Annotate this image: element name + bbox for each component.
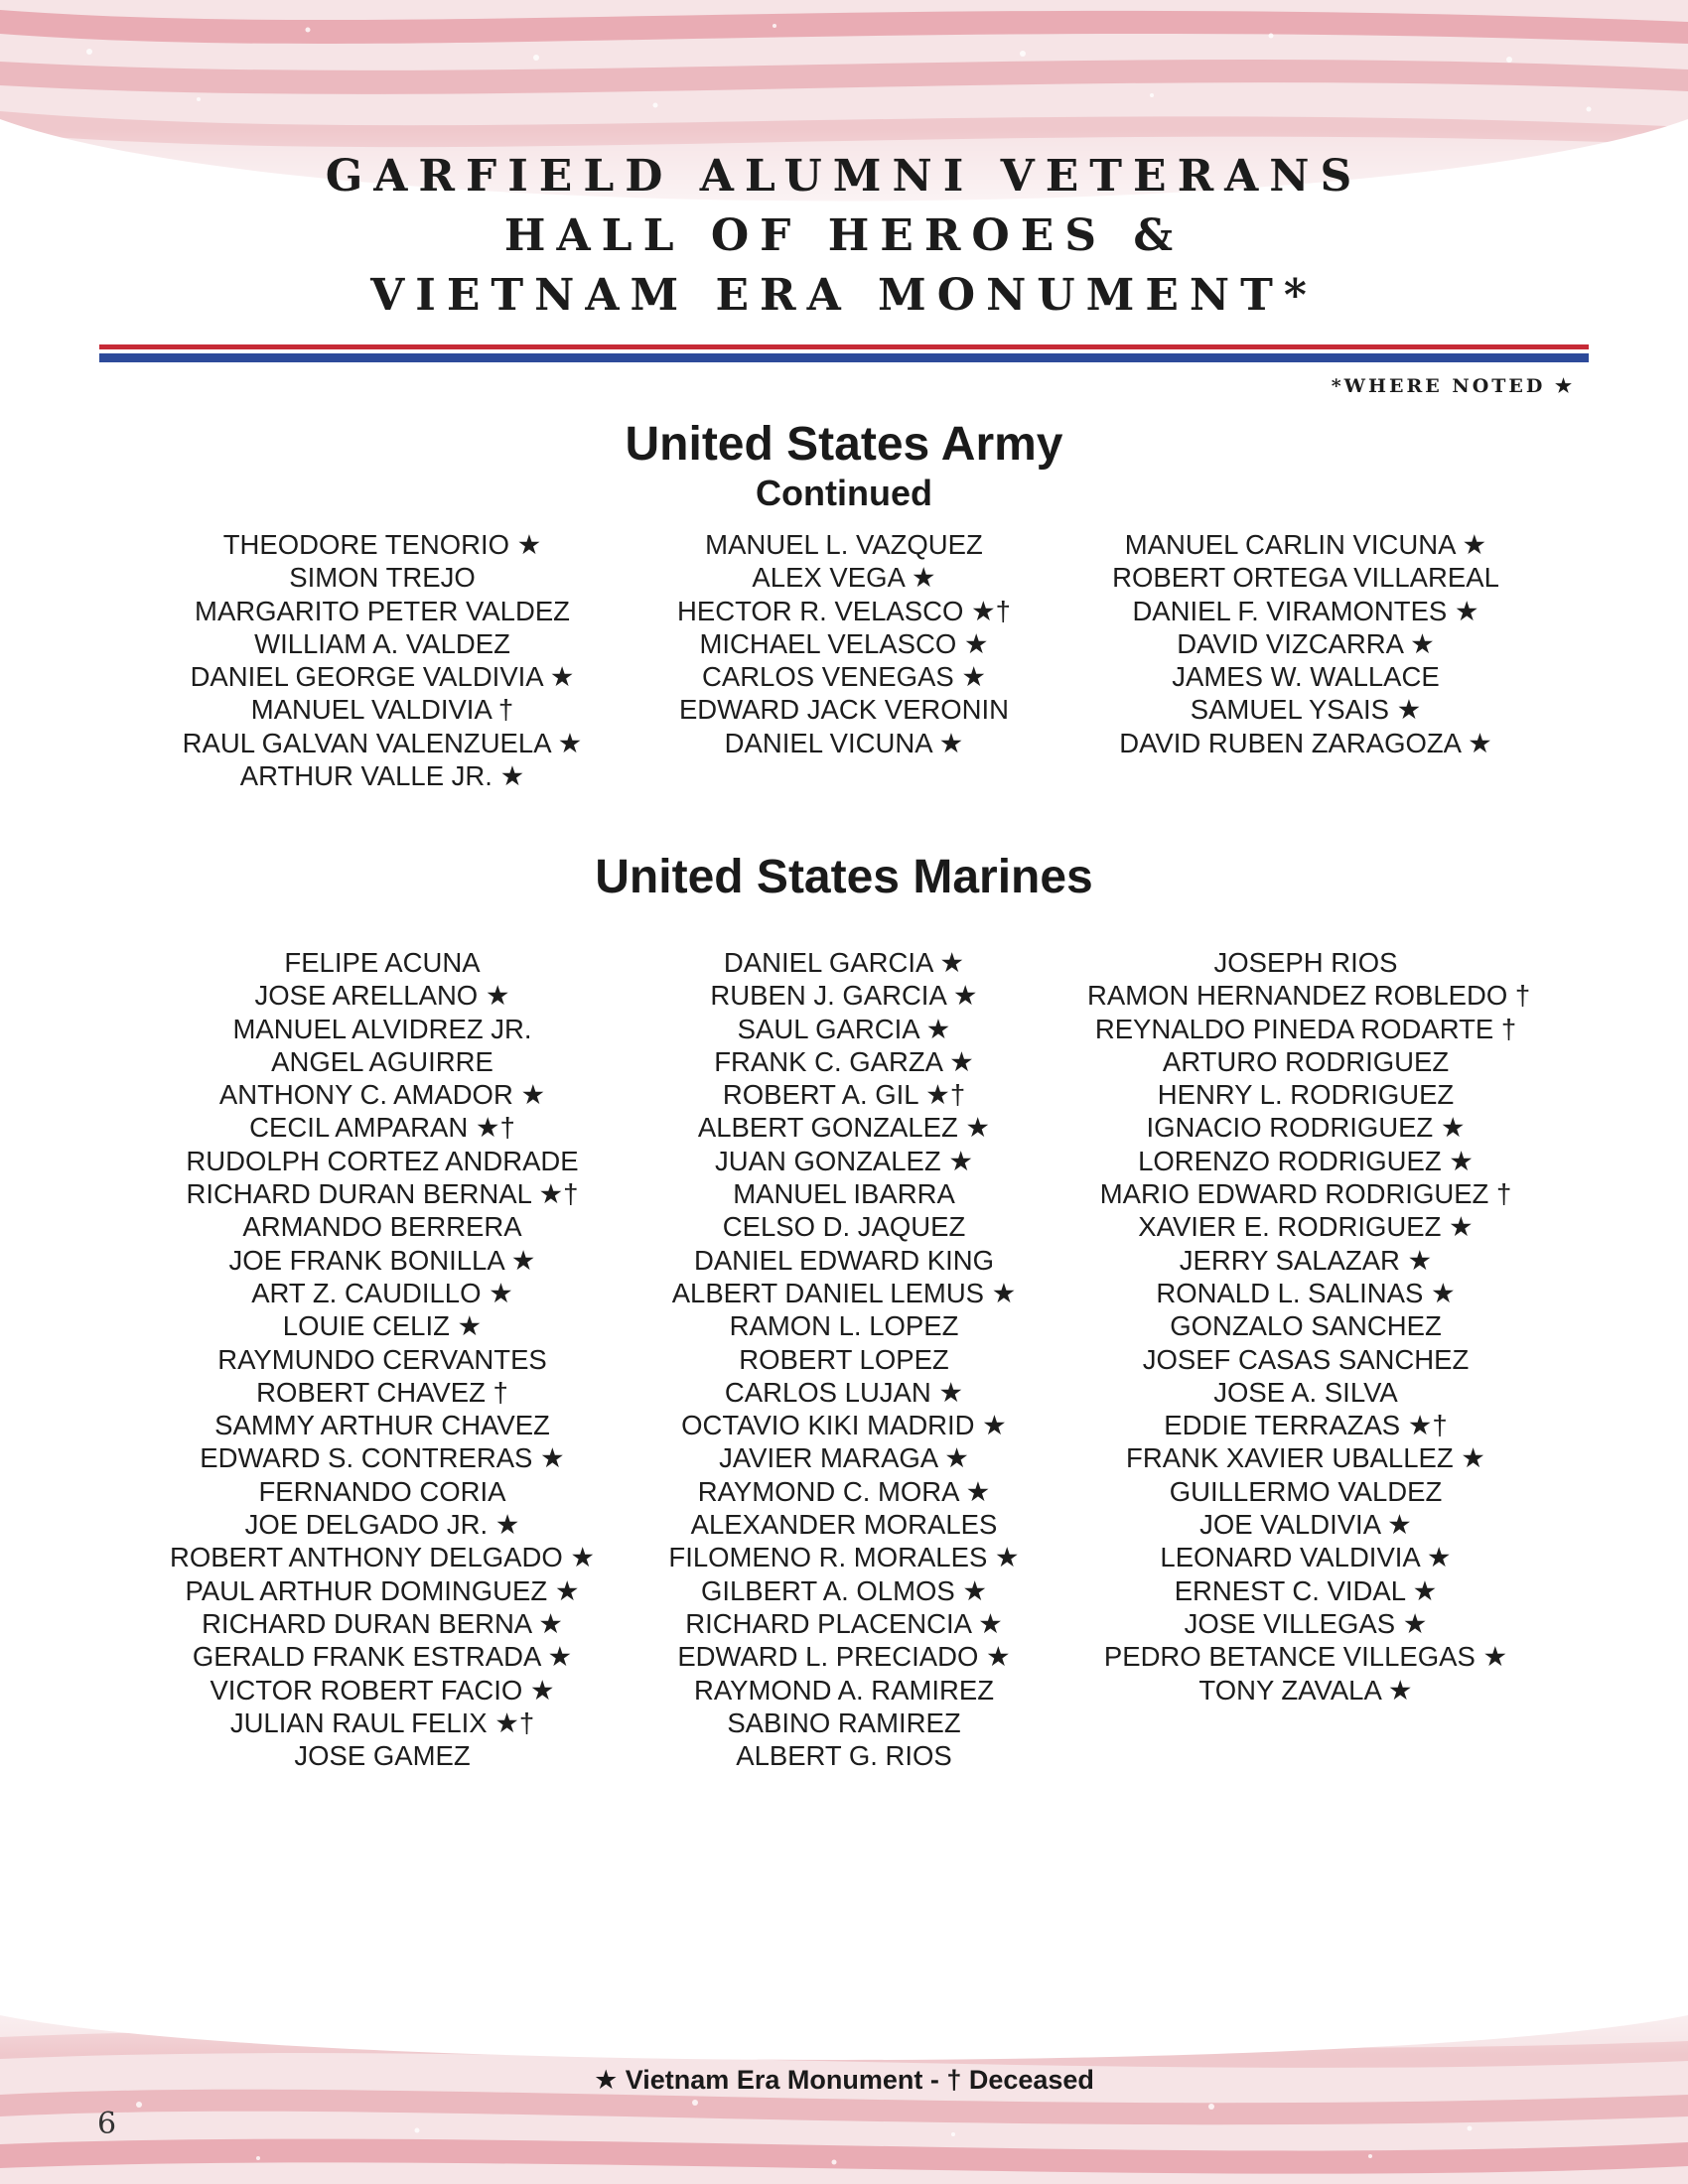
- honoree-name: WILLIAM A. VALDEZ: [254, 627, 510, 659]
- honoree-name: IGNACIO RODRIGUEZ ★: [1146, 1112, 1466, 1144]
- honoree-name: JOSE ARELLANO ★: [254, 980, 510, 1012]
- honoree-name: ARMANDO BERRERA: [242, 1211, 522, 1243]
- honoree-name: HECTOR R. VELASCO ★†: [677, 595, 1011, 626]
- honoree-name: ROBERT CHAVEZ †: [256, 1376, 508, 1408]
- honoree-name: DANIEL VICUNA ★: [724, 727, 964, 758]
- honoree-name: SIMON TREJO: [289, 562, 476, 594]
- honoree-name: RAUL GALVAN VALENZUELA ★: [182, 727, 583, 758]
- honoree-name: JOSE A. SILVA: [1213, 1376, 1398, 1408]
- honoree-name: SAMMY ARTHUR CHAVEZ: [214, 1410, 550, 1441]
- honoree-name: MANUEL IBARRA: [733, 1178, 955, 1210]
- honoree-name: ALBERT G. RIOS: [736, 1740, 952, 1772]
- honoree-name: ART Z. CAUDILLO ★: [251, 1277, 513, 1308]
- honoree-name: ALBERT DANIEL LEMUS ★: [671, 1277, 1017, 1308]
- honoree-name: FERNANDO CORIA: [258, 1475, 506, 1507]
- honoree-name: RUBEN J. GARCIA ★: [710, 980, 978, 1012]
- honoree-name: SAUL GARCIA ★: [737, 1013, 951, 1044]
- army-column-1: [164, 528, 601, 792]
- army-column-3: [1087, 528, 1524, 759]
- honoree-name: LORENZO RODRIGUEZ ★: [1138, 1145, 1474, 1176]
- honoree-name: MARGARITO PETER VALDEZ: [195, 595, 570, 626]
- honoree-name: RAYMOND A. RAMIREZ: [693, 1674, 995, 1706]
- honoree-name: DANIEL GEORGE VALDIVIA ★: [190, 661, 575, 693]
- honoree-name: THEODORE TENORIO ★: [222, 529, 542, 560]
- honoree-name: DANIEL EDWARD KING: [693, 1244, 995, 1276]
- honoree-name: JULIAN RAUL FELIX ★†: [229, 1706, 535, 1738]
- honoree-name: ALBERT GONZALEZ ★: [697, 1112, 991, 1144]
- honoree-name: EDDIE TERRAZAS ★†: [1164, 1410, 1448, 1441]
- honoree-name: TONY ZAVALA ★: [1198, 1674, 1413, 1706]
- honoree-name: ROBERT A. GIL ★†: [722, 1079, 966, 1111]
- honoree-name: JERRY SALAZAR ★: [1179, 1244, 1433, 1276]
- honoree-name: DANIEL GARCIA ★: [723, 947, 965, 978]
- honoree-name: EDWARD S. CONTRERAS ★: [200, 1442, 565, 1474]
- page-title: [0, 147, 1688, 326]
- honoree-name: ROBERT LOPEZ: [739, 1343, 949, 1375]
- honoree-name: VICTOR ROBERT FACIO ★: [210, 1674, 555, 1706]
- honoree-name: JUAN GONZALEZ ★: [715, 1145, 973, 1176]
- rule-blue-stripe: [99, 353, 1589, 362]
- honoree-name: RUDOLPH CORTEZ ANDRADE: [186, 1145, 579, 1176]
- army-section-subtitle: Continued: [756, 473, 932, 513]
- honoree-name: GILBERT A. OLMOS ★: [700, 1574, 988, 1606]
- page-number: 6: [97, 2107, 117, 2141]
- honoree-name: JOE DELGADO JR. ★: [244, 1509, 520, 1541]
- honoree-name: RONALD L. SALINAS ★: [1156, 1277, 1456, 1308]
- legend: ★ Vietnam Era Monument - † Deceased: [594, 2065, 1094, 2095]
- honoree-name: ARTURO RODRIGUEZ: [1162, 1045, 1450, 1077]
- honoree-name: MANUEL VALDIVIA †: [250, 694, 514, 726]
- honoree-name: JAVIER MARAGA ★: [719, 1442, 969, 1474]
- honoree-name: JOSEPH RIOS: [1213, 947, 1398, 978]
- honoree-name: RICHARD DURAN BERNA ★: [202, 1607, 563, 1639]
- honoree-name: MICHAEL VELASCO ★: [699, 627, 989, 659]
- honoree-name: ROBERT ORTEGA VILLAREAL: [1112, 562, 1499, 594]
- honoree-name: JOSEF CASAS SANCHEZ: [1142, 1343, 1470, 1375]
- honoree-name: RAMON L. LOPEZ: [729, 1310, 959, 1342]
- honoree-name: DAVID VIZCARRA ★: [1177, 627, 1435, 659]
- honoree-name: CARLOS LUJAN ★: [724, 1376, 964, 1408]
- marines-section-title: United States Marines: [595, 851, 1093, 903]
- honoree-name: OCTAVIO KIKI MADRID ★: [681, 1410, 1007, 1441]
- honoree-name: MARIO EDWARD RODRIGUEZ †: [1099, 1178, 1512, 1210]
- honoree-name: EDWARD JACK VERONIN: [678, 694, 1010, 726]
- honoree-name: MANUEL ALVIDREZ JR.: [232, 1013, 532, 1044]
- honoree-name: CECIL AMPARAN ★†: [249, 1112, 515, 1144]
- honoree-name: PAUL ARTHUR DOMINGUEZ ★: [185, 1574, 580, 1606]
- honoree-name: ALEX VEGA ★: [752, 562, 936, 594]
- honoree-name: FRANK XAVIER UBALLEZ ★: [1126, 1442, 1485, 1474]
- honoree-name: GONZALO SANCHEZ: [1170, 1310, 1442, 1342]
- marines-column-2: [626, 946, 1062, 1772]
- title-rule: [99, 344, 1589, 362]
- honoree-name: ERNEST C. VIDAL ★: [1174, 1574, 1438, 1606]
- honoree-name: REYNALDO PINEDA RODARTE †: [1094, 1013, 1517, 1044]
- honoree-name: LEONARD VALDIVIA ★: [1160, 1542, 1452, 1573]
- honoree-name: GERALD FRANK ESTRADA ★: [192, 1641, 573, 1673]
- army-section-title: United States Army: [625, 418, 1063, 471]
- honoree-name: HENRY L. RODRIGUEZ: [1157, 1079, 1455, 1111]
- honoree-name: FRANK C. GARZA ★: [714, 1045, 974, 1077]
- honoree-name: JOE VALDIVIA ★: [1199, 1509, 1412, 1541]
- honoree-name: RICHARD DURAN BERNAL ★†: [186, 1178, 579, 1210]
- honoree-name: XAVIER E. RODRIGUEZ ★: [1138, 1211, 1474, 1243]
- honoree-name: ANGEL AGUIRRE: [271, 1045, 493, 1077]
- honoree-name: EDWARD L. PRECIADO ★: [677, 1641, 1011, 1673]
- honoree-name: JOSE GAMEZ: [294, 1740, 471, 1772]
- title-line-2: HALL OF HEROES &: [503, 210, 1185, 261]
- honoree-name: MANUEL L. VAZQUEZ: [705, 529, 983, 560]
- title-line-1: GARFIELD ALUMNI VETERANS: [325, 151, 1363, 202]
- honoree-name: DAVID RUBEN ZARAGOZA ★: [1119, 727, 1492, 758]
- honoree-name: FILOMENO R. MORALES ★: [668, 1542, 1020, 1573]
- honoree-name: DANIEL F. VIRAMONTES ★: [1132, 595, 1479, 626]
- marines-column-3: [1087, 946, 1531, 1706]
- honoree-name: ROBERT ANTHONY DELGADO ★: [169, 1542, 596, 1573]
- honoree-name: JAMES W. WALLACE: [1172, 661, 1440, 693]
- title-line-3: VIETNAM ERA MONUMENT*: [370, 270, 1318, 321]
- honoree-name: RAYMUNDO CERVANTES: [217, 1343, 547, 1375]
- honoree-name: GUILLERMO VALDEZ: [1169, 1475, 1443, 1507]
- honoree-name: CELSO D. JAQUEZ: [722, 1211, 966, 1243]
- army-column-2: [626, 528, 1062, 759]
- honoree-name: ANTHONY C. AMADOR ★: [218, 1079, 546, 1111]
- honoree-name: SAMUEL YSAIS ★: [1190, 694, 1422, 726]
- honoree-name: MANUEL CARLIN VICUNA ★: [1124, 529, 1487, 560]
- honoree-name: FELIPE ACUNA: [284, 947, 481, 978]
- honoree-name: RAMON HERNANDEZ ROBLEDO †: [1087, 980, 1531, 1012]
- honoree-name: RICHARD PLACENCIA ★: [685, 1607, 1003, 1639]
- honoree-name: ARTHUR VALLE JR. ★: [239, 760, 525, 792]
- honoree-name: RAYMOND C. MORA ★: [697, 1475, 991, 1507]
- honoree-name: JOSE VILLEGAS ★: [1184, 1607, 1428, 1639]
- where-noted-note: *WHERE NOTED ★: [1331, 375, 1575, 397]
- honoree-name: CARLOS VENEGAS ★: [702, 661, 986, 693]
- marines-column-1: [164, 946, 601, 1772]
- honoree-name: ALEXANDER MORALES: [690, 1509, 998, 1541]
- honoree-name: SABINO RAMIREZ: [727, 1706, 961, 1738]
- honoree-name: JOE FRANK BONILLA ★: [228, 1244, 536, 1276]
- honoree-name: LOUIE CELIZ ★: [282, 1310, 483, 1342]
- honoree-name: PEDRO BETANCE VILLEGAS ★: [1103, 1641, 1508, 1673]
